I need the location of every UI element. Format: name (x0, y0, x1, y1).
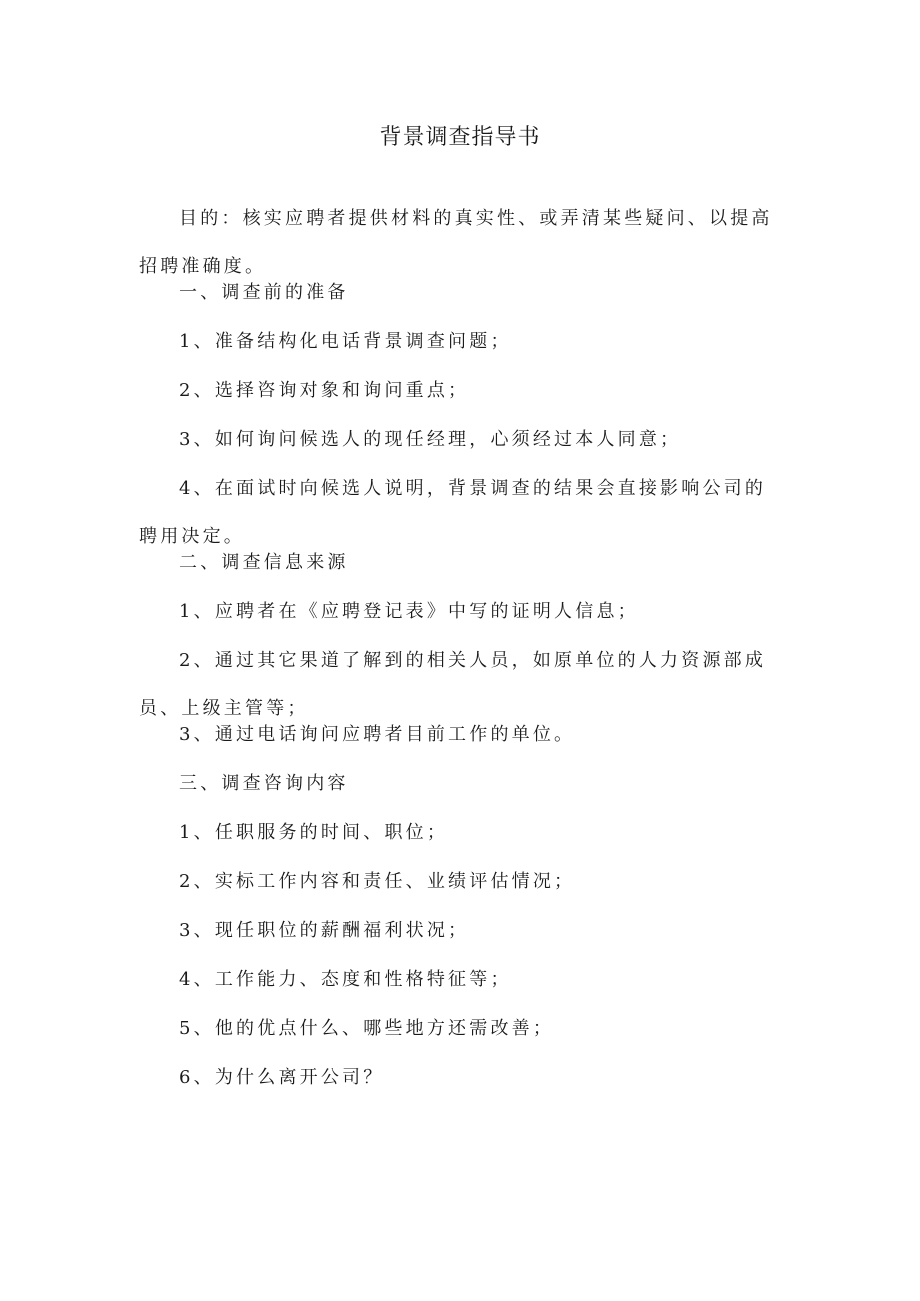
list-item: 3、如何询问候选人的现任经理，心须经过本人同意； (179, 429, 682, 450)
section-heading-preparation: 一、调查前的准备 (179, 282, 349, 303)
list-item: 1、应聘者在《应聘登记表》中写的证明人信息； (179, 601, 639, 622)
list-item: 3、现任职位的薪酬福利状况； (179, 920, 470, 941)
list-item: 1、准备结构化电话背景调查问题； (179, 331, 512, 352)
list-item: 2、实标工作内容和责任、业绩评估情况； (179, 871, 576, 892)
list-item: 2、通过其它果道了解到的相关人员，如原单位的人力资源部成员、上级主管等； (139, 650, 767, 719)
list-item: 5、他的优点什么、哪些地方还需改善； (179, 1018, 555, 1039)
list-item: 2、选择咨询对象和询问重点； (179, 380, 470, 401)
list-item: 4、在面试时向候选人说明，背景调查的结果会直接影响公司的聘用决定。 (139, 478, 767, 547)
section-heading-content: 三、调查咨询内容 (179, 773, 349, 794)
section-heading-sources: 二、调查信息来源 (179, 552, 349, 573)
list-item: 4、工作能力、态度和性格特征等； (179, 969, 512, 990)
document-body (139, 207, 785, 1115)
list-item: 1、任职服务的时间、职位； (179, 822, 449, 843)
paragraph-purpose: 目的：核实应聘者提供材料的真实性、或弄清某些疑问、以提高招聘准确度。 (139, 208, 773, 277)
document-title: 背景调查指导书 (379, 125, 541, 150)
list-item: 6、为什么离开公司？ (179, 1067, 385, 1088)
list-item: 3、通过电话询问应聘者目前工作的单位。 (179, 724, 576, 745)
